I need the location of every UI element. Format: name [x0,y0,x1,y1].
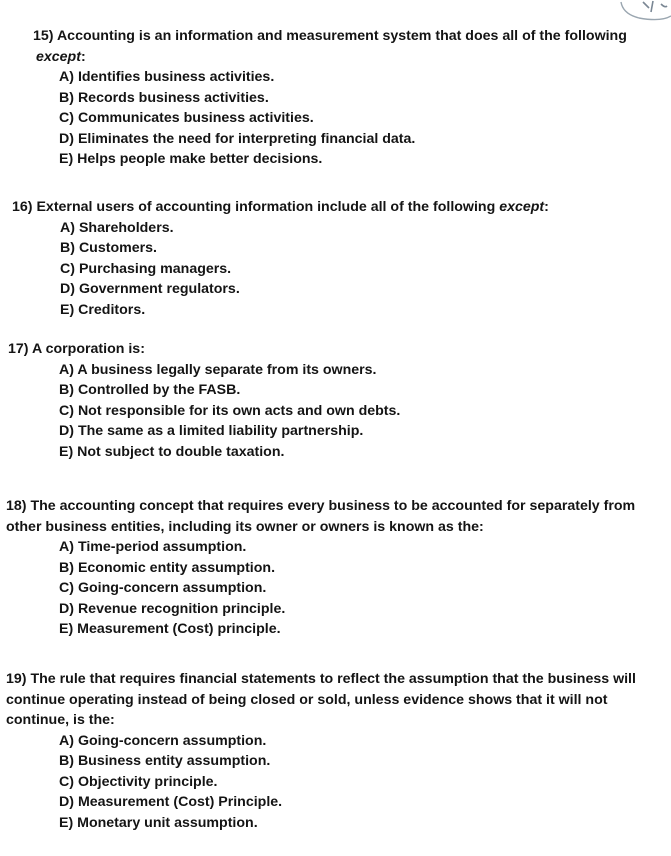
option-b: B) Customers. [60,240,157,256]
question-stem-cont: continue operating instead of being closed or sold, unless evidence shows that it will not [6,691,608,708]
emphasis-text: except [499,199,545,215]
question-stem: 18) The accounting concept that requires every business to be accounted for separately from [6,498,636,514]
option-e: E) Helps people make better decisions. [59,151,323,167]
option-a: A) Identifies business activities. [59,69,275,85]
option-c: C) Not responsible for its own acts and own debts. [59,402,401,419]
question-stem-cont: other business entities, including its owner or owners is known as the: [6,518,484,535]
option-d: D) Measurement (Cost) Principle. [59,794,283,810]
option-e: E) Not subject to double taxation. [59,443,285,460]
question-stem: 15) Accounting is an information and measurement system that does all of the following [33,28,627,44]
emphasis-text: except [36,48,81,65]
question-stem-cont: continue, is the: [6,712,115,728]
question-16 [12,197,549,320]
option-c: C) Objectivity principle. [59,773,218,790]
question-stem: 17) A corporation is: [8,341,145,357]
option-e: E) Monetary unit assumption. [59,814,258,831]
option-c: C) Going-concern assumption. [59,580,267,596]
option-b: B) Records business activities. [59,89,269,106]
question-18 [6,496,635,640]
option-b: B) Economic entity assumption. [59,559,276,576]
question-17 [8,339,400,462]
question-19 [6,669,636,833]
option-a: A) Time-period assumption. [59,539,247,555]
option-a: A) A business legally separate from its owners. [59,361,377,378]
option-d: D) Eliminates the need for interpreting financial data. [59,130,416,147]
option-b: B) Controlled by the FASB. [59,382,241,398]
question-15 [33,26,627,170]
option-c: C) Purchasing managers. [60,260,232,277]
question-stem: 16) External users of accounting information include all of the following except: [12,199,549,215]
option-a: A) Shareholders. [60,219,174,236]
option-c: C) Communicates business activities. [59,110,314,126]
option-e: E) Creditors. [60,301,146,318]
question-stem-cont: except: [36,48,86,65]
question-stem: 19) The rule that requires financial statements to reflect the assumption that the business will [6,671,636,687]
option-d: D) Government regulators. [60,281,240,297]
option-d: D) The same as a limited liability partnership. [59,423,364,439]
option-b: B) Business entity assumption. [59,753,271,769]
option-e: E) Measurement (Cost) principle. [59,621,281,637]
option-a: A) Going-concern assumption. [59,732,267,749]
option-d: D) Revenue recognition principle. [59,600,286,617]
